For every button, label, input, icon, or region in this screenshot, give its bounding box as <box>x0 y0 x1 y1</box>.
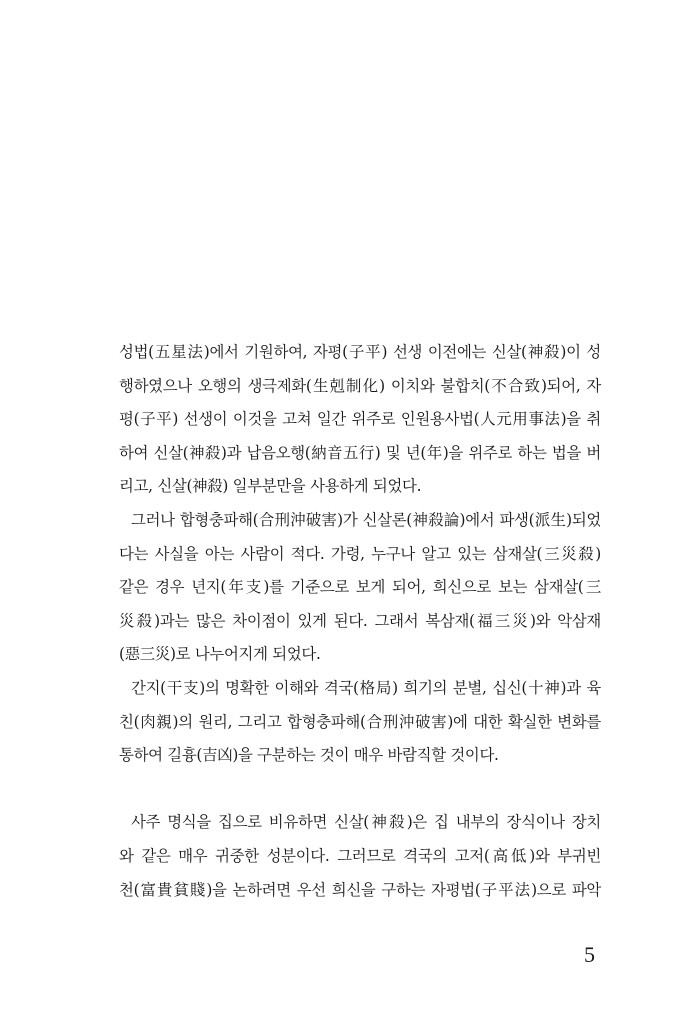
paragraph-gap <box>119 773 601 807</box>
body-text <box>119 336 601 907</box>
text-line: 성법(五星法)에서 기원하여, 자평(子平) 선생 이전에는 신살(神殺)이 성 <box>119 343 601 361</box>
text-line: 평(子平) 선생이 이것을 고쳐 일간 위주로 인원용사법(人元用事法)을 취 <box>119 410 601 429</box>
text-line: 災殺)과는 많은 차이점이 있게 된다. 그래서 복삼재(福三災)와 악삼재 <box>119 611 601 630</box>
text-line: 천(富貴貧賤)을 논하려면 우선 희신을 구하는 자평법(子平法)으로 파악 <box>119 880 601 899</box>
text-line: 같은 경우 년지(年支)를 기준으로 보게 되어, 희신으로 보는 삼재살(三 <box>119 578 601 597</box>
text-line: 다는 사실을 아는 사람이 적다. 가령, 누구나 알고 있는 삼재살(三災殺) <box>119 544 601 563</box>
text-line: 하여 신살(神殺)과 납음오행(納音五行) 및 년(年)을 위주로 하는 법을 버 <box>119 443 601 462</box>
text-line: 리고, 신살(神殺) 일부분만을 사용하게 되었다. <box>119 477 422 496</box>
text-line: 친(肉親)의 원리, 그리고 합형충파해(合刑沖破害)에 대한 확실한 변화를 <box>119 712 601 731</box>
text-line: 사주 명식을 집으로 비유하면 신살(神殺)은 집 내부의 장식이나 장치 <box>131 813 601 832</box>
page-number: 5 <box>584 942 595 967</box>
text-line: 와 같은 매우 귀중한 성분이다. 그러므로 격국의 고저(高低)와 부귀빈 <box>119 846 601 865</box>
text-line: 그러나 합형충파해(合刑沖破害)가 신살론(神殺論)에서 파생(派生)되었 <box>131 510 601 529</box>
text-line: 간지(干支)의 명확한 이해와 격국(格局) 희기의 분별, 십신(十神)과 육 <box>131 678 601 697</box>
text-line: 통하여 길흉(吉凶)을 구분하는 것이 매우 바람직할 것이다. <box>119 746 499 765</box>
text-line: (惡三災)로 나누어지게 되었다. <box>119 645 321 664</box>
text-line: 행하였으나 오행의 생극제화(生剋制化) 이치와 불합치(不合致)되어, 자 <box>119 376 601 395</box>
